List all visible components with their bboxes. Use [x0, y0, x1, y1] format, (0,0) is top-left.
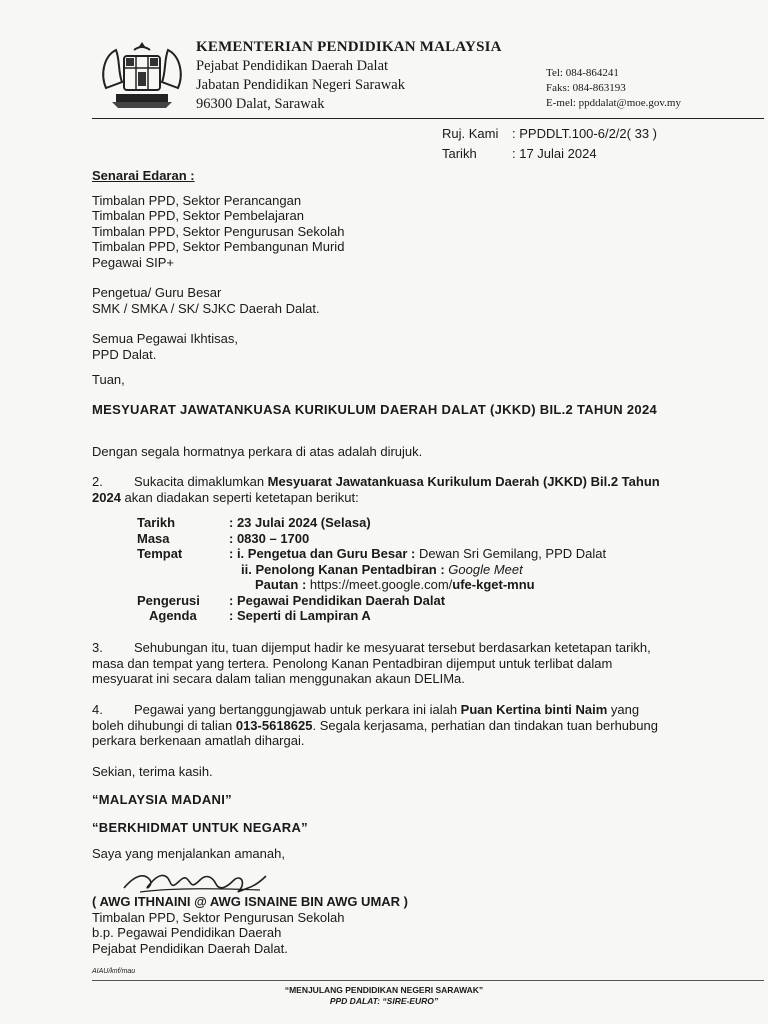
text: Pegawai yang bertanggungjawab untuk perkara ini ialah — [134, 702, 461, 717]
reference-block — [442, 124, 657, 164]
list-item: PPD Dalat. — [92, 346, 157, 362]
contact-person: Puan Kertina binti Naim — [460, 702, 608, 717]
signature-icon — [120, 862, 270, 898]
list-item: Pegawai SIP+ — [92, 254, 175, 270]
text: Sehubungan itu, tuan dijemput hadir ke mesyuarat tersebut berdasarkan ketetapan tarikh, masa dan tempat yang tertera. Penolong Kanan Pentadbiran dijemput untuk terlibat dalam mesyuarat ini secara dalam talian menggunakan akaun DELIMa. — [92, 640, 651, 686]
detail-value: : Pegawai Pendidikan Daerah Dalat — [229, 592, 446, 608]
footer-slogan: “MENJULANG PENDIDIKAN NEGERI SARAWAK” — [284, 985, 484, 995]
motto-madani: “MALAYSIA MADANI” — [92, 792, 232, 807]
distribution-list — [92, 168, 344, 362]
address: 96300 Dalat, Sarawak — [196, 96, 325, 112]
text: akan diadakan seperti ketetapan berikut: — [120, 489, 359, 505]
motto-berkhidmat: “BERKHIDMAT UNTUK NEGARA” — [92, 820, 308, 835]
list-item: Timbalan PPD, Sektor Perancangan — [92, 192, 302, 208]
detail-key: Pengerusi — [137, 592, 200, 608]
detail-value: : 0830 – 1700 — [229, 530, 310, 546]
meeting-link[interactable]: https://meet.google.com/ — [306, 577, 453, 592]
contact-info — [546, 66, 681, 111]
list-item: Pengetua/ Guru Besar — [92, 285, 222, 300]
tarikh-value: : 17 Julai 2024 — [512, 146, 597, 161]
footer-slogan-2: PPD DALAT: “SIRE-EURO” — [329, 996, 439, 1006]
paragraph-number: 3. — [92, 640, 103, 655]
header-divider — [92, 118, 764, 119]
tarikh-label: Tarikh — [442, 146, 477, 161]
detail-value: : Seperti di Lampiran A — [229, 608, 371, 623]
text: Sukacita dimaklumkan — [134, 474, 268, 489]
detail-value: : i. Pengetua dan Guru Besar : — [229, 546, 416, 561]
list-item: Timbalan PPD, Sektor Pembelajaran — [92, 208, 304, 223]
signature-block — [92, 894, 408, 956]
ministry-name: KEMENTERIAN PENDIDIKAN MALAYSIA — [196, 39, 502, 55]
paragraph-3 — [92, 640, 672, 687]
salutation: Tuan, — [92, 372, 125, 387]
detail-value: ii. Penolong Kanan Pentadbiran : — [241, 561, 445, 577]
list-item: Semua Pegawai Ikhtisas, — [92, 331, 238, 346]
coat-of-arms-icon — [96, 38, 188, 110]
department-name: Jabatan Pendidikan Negeri Sarawak — [196, 77, 405, 93]
meeting-code[interactable]: ufe-kget-mnu — [452, 577, 535, 592]
tel: Tel: 084-864241 — [546, 67, 619, 79]
faks: Faks: 084-863193 — [546, 82, 626, 94]
list-item: SMK / SMKA / SK/ SJKC Daerah Dalat. — [92, 300, 320, 316]
detail-value: Dewan Sri Gemilang, PPD Dalat — [415, 546, 607, 561]
ruj-label: Ruj. Kami — [442, 126, 499, 141]
detail-key: Tarikh — [137, 515, 176, 530]
reference-initials: AIAU/knf/mau — [92, 968, 136, 975]
paragraph-4 — [92, 702, 672, 749]
list-item: Timbalan PPD, Sektor Pengurusan Sekolah — [92, 223, 345, 239]
intro-paragraph: Dengan segala hormatnya perkara di atas adalah dirujuk. — [92, 444, 423, 459]
detail-value: Google Meet — [444, 561, 523, 577]
signer-title: b.p. Pegawai Pendidikan Daerah — [92, 925, 282, 940]
detail-value: : 23 Julai 2024 (Selasa) — [229, 515, 371, 530]
paragraph-number: 2. — [92, 474, 103, 489]
signer-title: Pejabat Pendidikan Daerah Dalat. — [92, 940, 288, 956]
contact-phone: 013-5618625 — [235, 717, 313, 733]
ruj-value: : PPDDLT.100-6/2/2( 33 ) — [512, 126, 657, 141]
signer-title: Timbalan PPD, Sektor Pengurusan Sekolah — [92, 909, 345, 925]
letterhead — [196, 38, 502, 114]
meeting-details — [137, 515, 606, 624]
text: . Segala kerjasama, perhatian dan tindakan tuan berhubung perkara berkenaan amatlah dihargai. — [92, 717, 658, 748]
paragraph-2 — [92, 474, 672, 505]
meeting-name: Mesyuarat Jawatankuasa Kurikulum Daerah (JKKD) Bil.2 Tahun 2024 — [92, 474, 660, 505]
text: yang boleh dihubungi di talian — [92, 702, 640, 733]
detail-key: Tempat — [137, 546, 183, 561]
detail-value: Pautan : — [255, 577, 307, 592]
signer-name: ( AWG ITHNAINI @ AWG ISNAINE BIN AWG UMAR ) — [92, 894, 408, 909]
subject-title: MESYUARAT JAWATANKUASA KURIKULUM DAERAH DALAT (JKKD) BIL.2 TAHUN 2024 — [92, 402, 658, 417]
detail-key: Agenda — [149, 608, 197, 623]
sign-intro: Saya yang menjalankan amanah, — [92, 846, 285, 861]
distribution-heading: Senarai Edaran : — [92, 168, 195, 183]
paragraph-number: 4. — [92, 702, 103, 717]
detail-key: Masa — [137, 530, 170, 546]
email: E-mel: ppddalat@moe.gov.my — [546, 97, 681, 109]
list-item: Timbalan PPD, Sektor Pembangunan Murid — [92, 239, 345, 254]
office-name: Pejabat Pendidikan Daerah Dalat — [196, 58, 389, 74]
closing-thanks: Sekian, terima kasih. — [92, 764, 213, 779]
footer-divider — [92, 980, 764, 981]
